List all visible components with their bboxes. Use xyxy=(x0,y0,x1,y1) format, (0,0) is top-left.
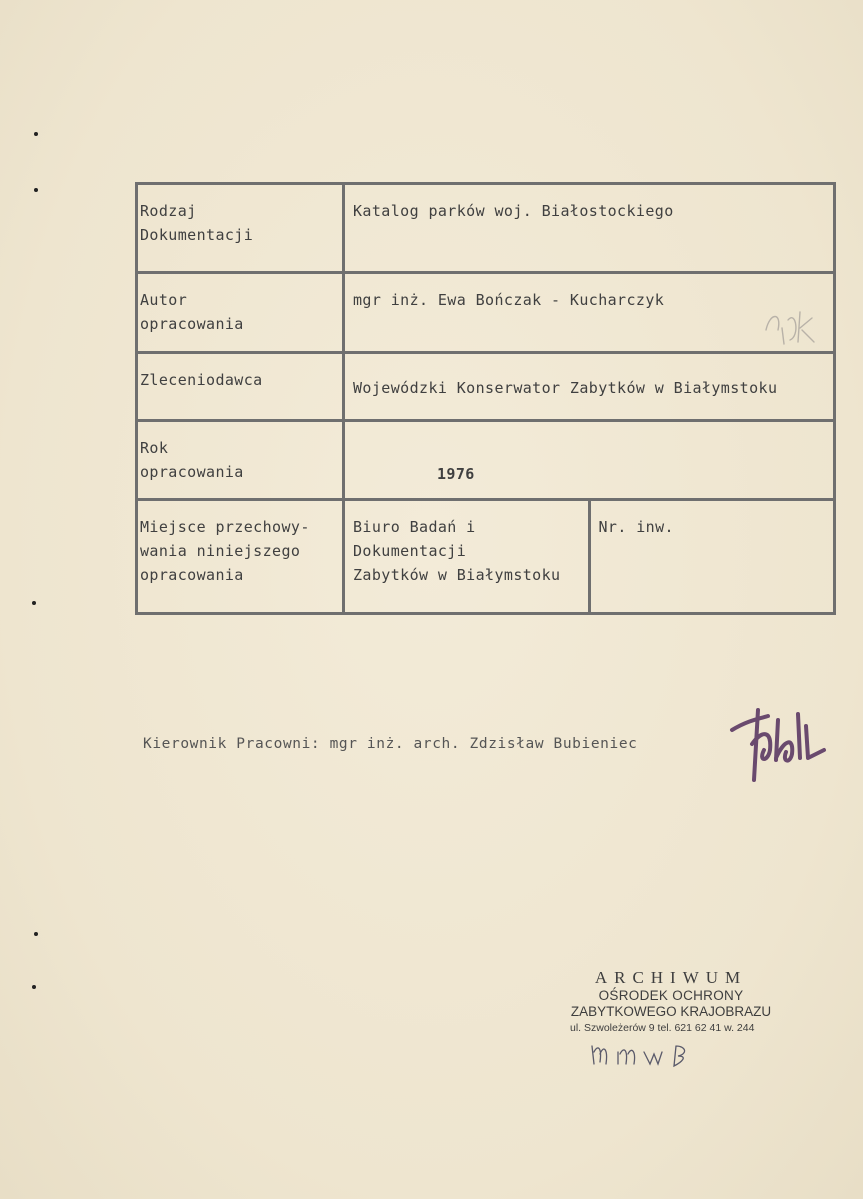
label-document-type: Rodzaj Dokumentacji xyxy=(137,184,344,273)
inventory-number-field: Nr. inw. xyxy=(589,500,835,614)
row-year xyxy=(137,421,835,500)
punch-hole-mark xyxy=(34,932,38,936)
label-storage-location: Miejsce przechowy- wania niniejszego opracowania xyxy=(137,500,344,614)
value-client: Wojewódzki Konserwator Zabytków w Białymstoku xyxy=(344,353,835,421)
punch-hole-mark xyxy=(34,132,38,136)
manager-line: Kierownik Pracowni: mgr inż. arch. Zdzisław Bubieniec xyxy=(143,736,638,752)
row-author xyxy=(137,273,835,353)
punch-hole-mark xyxy=(32,985,36,989)
stamp-office-name-2: ZABYTKOWEGO KRAJOBRAZU xyxy=(570,1004,772,1019)
handwritten-inventory-note xyxy=(588,1038,698,1074)
value-year: 1976 xyxy=(344,421,835,500)
punch-hole-mark xyxy=(34,188,38,192)
stamp-office-name: OŚRODEK OCHRONY xyxy=(598,988,744,1003)
manager-signature xyxy=(728,700,838,790)
value-document-type: Katalog parków woj. Białostockiego xyxy=(344,184,835,273)
documentation-card-table xyxy=(135,182,836,615)
label-year: Rok opracowania xyxy=(137,421,344,500)
archive-stamp xyxy=(566,968,776,1036)
value-author: mgr inż. Ewa Bończak - Kucharczyk xyxy=(344,273,835,353)
stamp-archive-title: ARCHIWUM xyxy=(594,968,748,987)
initials-signature-mark xyxy=(760,300,820,350)
label-author: Autor opracowania xyxy=(137,273,344,353)
row-document-type xyxy=(137,184,835,273)
label-client: Zleceniodawca xyxy=(137,353,344,421)
punch-hole-mark xyxy=(32,601,36,605)
stamp-address: ul. Szwoleżerów 9 tel. 621 62 41 w. 244 xyxy=(570,1022,755,1034)
value-storage-location: Biuro Badań i Dokumentacji Zabytków w Białymstoku xyxy=(344,500,590,614)
row-storage-location xyxy=(137,500,835,614)
row-client xyxy=(137,353,835,421)
